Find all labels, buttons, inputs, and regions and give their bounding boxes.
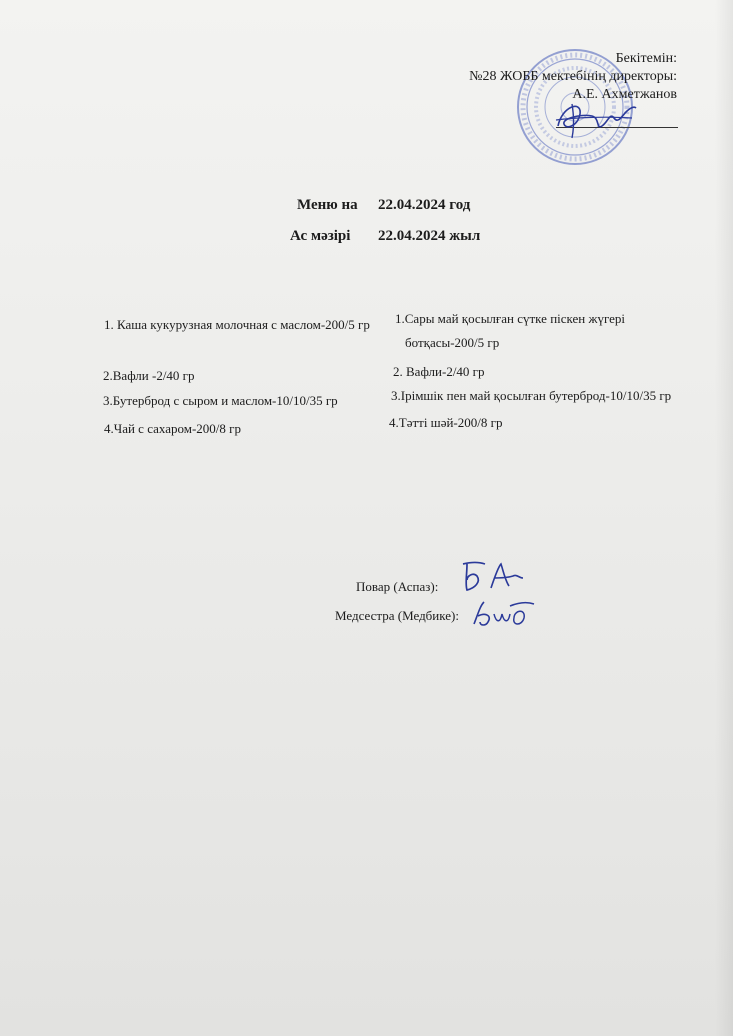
menu-ru-item: 2.Вафли -2/40 гр bbox=[103, 368, 195, 383]
menu-kz-item: 1.Сары май қосылған сүтке піскен жүгері bbox=[395, 311, 626, 326]
approval-director-name: А.Е. Ахметжанов bbox=[572, 87, 677, 102]
menu-kz-item: ботқасы-200/5 гр bbox=[405, 335, 500, 350]
menu-ru-item: 1. Каша кукурузная молочная с маслом-200/5 гр bbox=[104, 317, 370, 332]
menu-kz-item: 2. Вафли-2/40 гр bbox=[393, 364, 485, 379]
nurse-signature bbox=[470, 598, 536, 632]
title-kz-label: Ас мәзірі bbox=[290, 228, 351, 244]
cook-signature bbox=[455, 558, 527, 594]
title-ru-label: Меню на bbox=[297, 197, 358, 213]
nurse-label: Медсестра (Медбике): bbox=[335, 608, 459, 623]
approval-heading: Бекітемін: bbox=[615, 51, 677, 66]
menu-kz-item: 4.Тәтті шәй-200/8 гр bbox=[389, 415, 503, 430]
cook-label: Повар (Аспаз): bbox=[356, 579, 439, 594]
menu-kz-item: 3.Ірімшік пен май қосылған бутерброд-10/10/35 гр bbox=[391, 388, 672, 403]
page-edge-shadow bbox=[715, 0, 733, 1036]
title-ru-date: 22.04.2024 год bbox=[378, 197, 471, 213]
menu-ru-item: 4.Чай с сахаром-200/8 гр bbox=[104, 421, 241, 436]
title-kz-date: 22.04.2024 жыл bbox=[378, 228, 481, 244]
approval-position: №28 ЖОББ мектебінің директоры: bbox=[469, 69, 677, 84]
menu-ru-item: 3.Бутерброд с сыром и маслом-10/10/35 гр bbox=[103, 393, 338, 408]
director-signature bbox=[552, 96, 638, 140]
